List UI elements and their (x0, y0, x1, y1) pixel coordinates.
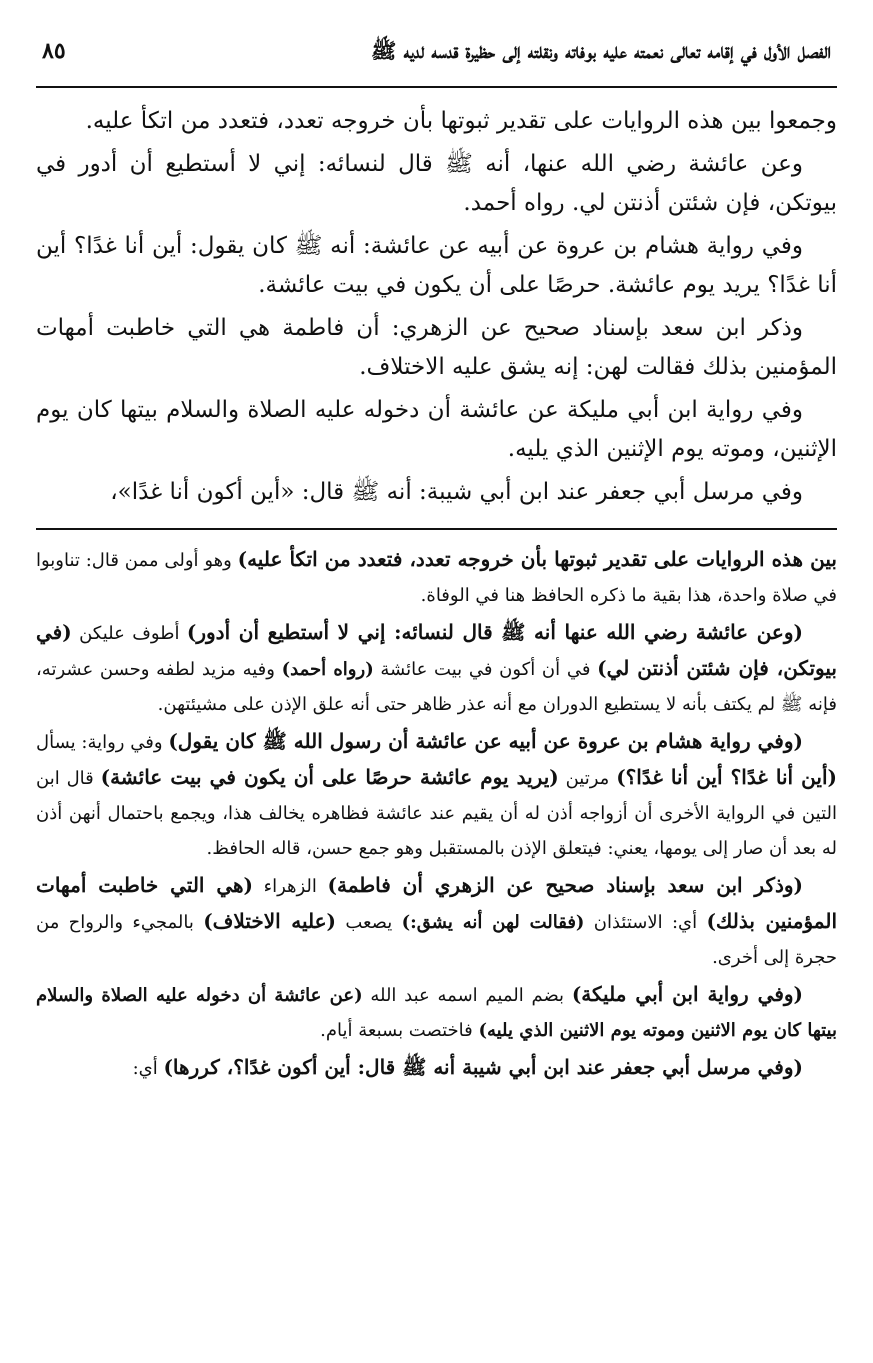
running-header (36, 38, 837, 88)
quoted-text: (أين أنا غدًا؟ أين أنا غدًا؟) (616, 765, 837, 789)
quoted-text: (وفي رواية هشام بن عروة عن أبيه عن عائشة أن رسول الله ﷺ كان يقول) (168, 729, 803, 753)
commentary-text-run: مرتين (558, 768, 617, 789)
main-paragraph: وفي مرسل أبي جعفر عند ابن أبي شيبة: أنه ﷺ قال: «أين أكون أنا غدًا»، (110, 479, 803, 505)
quoted-text: (يريد يوم عائشة حرصًا على أن يكون في بيت عائشة) (100, 765, 559, 789)
main-paragraph: وفي رواية هشام بن عروة عن أبيه عن عائشة: أنه ﷺ كان يقول: أين أنا غدًا؟ أين أنا غدًا؟ يريد يوم عائشة. حرصًا على أن يكون في بيت عائشة. (36, 233, 837, 298)
main-text (36, 102, 837, 512)
quoted-text: (هي التي خاطبت أمهات المؤمنين بذلك) (36, 873, 838, 933)
commentary-text-run: وفيه مزيد لطفه وحسن عشرته، فإنه ﷺ لم يكتف بأنه لا يستطيع الدوران مع أنه عذر ظاهر حتى أنه علق الإذن على مشيئتهن. (36, 659, 837, 715)
quoted-text: (وفي مرسل أبي جعفر عند ابن أبي شيبة أنه ﷺ قال: أين أكون غدًا؟، كررها) (163, 1055, 803, 1079)
commentary-text-run: بالمجيء والرواح من حجرة إلى أخرى. (36, 912, 837, 968)
commentary-text-run: قال ابن التين في الرواية الأخرى أن أزواجه أذن له أن يقيم عند عائشة فظاهره يخالف هذا، ويجمع باحتمال أنهن أذن له بعد أن صار إلى يومها، يعني: فيتعلق الإذن بالمستقبل وهو جمع حسن، قاله الحافظ. (36, 768, 837, 859)
commentary-text-run: بضم الميم اسمه عبد الله (362, 985, 572, 1006)
commentary-text-run: فاختصت بسبعة أيام. (320, 1020, 479, 1041)
commentary-paragraph (36, 724, 837, 866)
commentary-text-run: وهو أولى ممن قال: تناوبوا في صلاة واحدة، هذا بقية ما ذكره الحافظ هنا في الوفاة. (36, 550, 837, 606)
commentary-text-run: يصعب (336, 912, 402, 933)
commentary-text-run: أي: الاستئذان (584, 912, 707, 933)
commentary-paragraph (36, 615, 837, 722)
quoted-text: (فقالت لهن أنه يشق:) (401, 912, 585, 933)
separator-rule (36, 528, 837, 530)
commentary-text-run: أي: (132, 1058, 164, 1079)
main-paragraph: وفي رواية ابن أبي مليكة عن عائشة أن دخوله عليه الصلاة والسلام بيتها كان يوم الإثنين، وموته يوم الإثنين الذي يليه. (36, 397, 837, 462)
commentary-text-run: الزهراء (253, 876, 328, 897)
commentary-text-run: وفي رواية: يسأل (36, 732, 169, 753)
quoted-text: (رواه أحمد) (281, 659, 374, 680)
quoted-text: (في بيوتكن، فإن شئتن أذنتن لي) (36, 620, 837, 680)
main-paragraph: وذكر ابن سعد بإسناد صحيح عن الزهري: أن فاطمة هي التي خاطبت أمهات المؤمنين بذلك فقالت لهن: إنه يشق عليه الاختلاف. (36, 315, 837, 380)
quoted-text: بين هذه الروايات على تقدير ثبوتها بأن خروجه تعدد، فتعدد من اتكأ عليه) (237, 547, 837, 571)
main-paragraph: وجمعوا بين هذه الروايات على تقدير ثبوتها بأن خروجه تعدد، فتعدد من اتكأ عليه. (85, 108, 837, 134)
commentary-text-run: في أن أكون في بيت عائشة (373, 659, 598, 680)
quoted-text: (وفي رواية ابن أبي مليكة) (571, 982, 803, 1006)
commentary-paragraph (36, 977, 837, 1048)
chapter-title: الفصل الأول في إقامه تعالى نعمته عليه بوفاته ونقلته إلى حظيرة قدسه لديه ﷺ (370, 38, 831, 63)
quoted-text: (وعن عائشة رضي الله عنها أنه ﷺ قال لنسائه: إني لا أستطيع أن أدور) (186, 620, 803, 644)
page-number: ٨٥ (42, 38, 66, 64)
commentary-paragraph (36, 868, 837, 975)
commentary-text-run: أطوف عليكن (71, 623, 187, 644)
main-paragraph: وعن عائشة رضي الله عنها، أنه ﷺ قال لنسائه: إني لا أستطيع أن أدور في بيوتكن، فإن شئتن أذنتن لي. رواه أحمد. (36, 151, 837, 216)
commentary-text (36, 542, 837, 1086)
quoted-text: (عن عائشة أن دخوله عليه الصلاة والسلام بيتها كان يوم الاثنين وموته يوم الاثنين الذي يليه) (36, 985, 837, 1041)
commentary-paragraph (36, 1050, 837, 1086)
quoted-text: (عليه الاختلاف) (203, 909, 337, 933)
quoted-text: (وذكر ابن سعد بإسناد صحيح عن الزهري أن فاطمة) (327, 873, 803, 897)
commentary-paragraph (36, 542, 837, 613)
